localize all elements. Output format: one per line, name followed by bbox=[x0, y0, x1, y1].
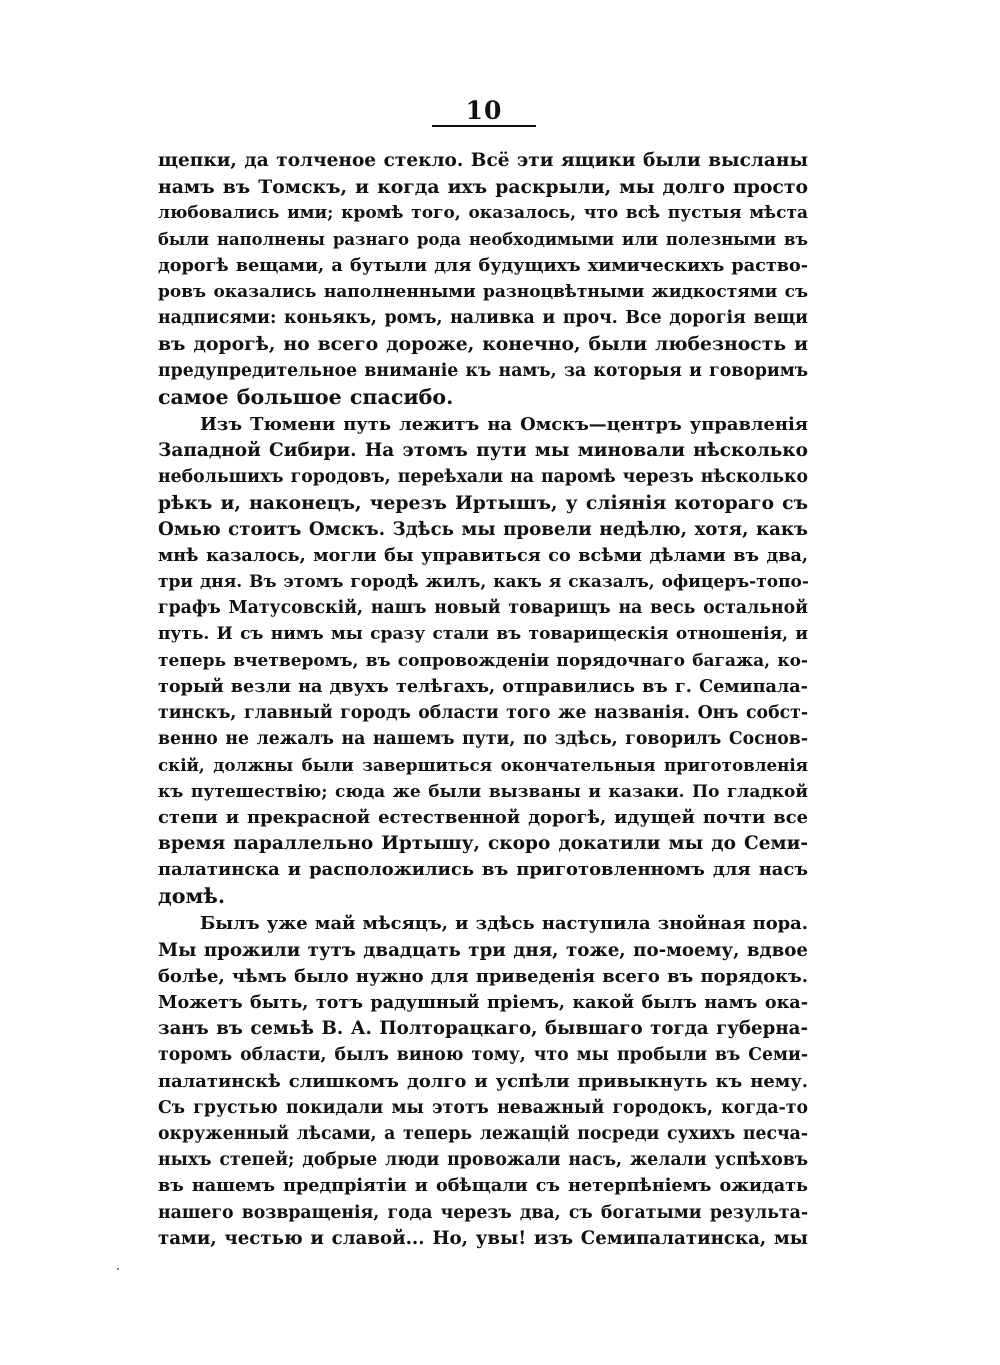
text-line: Былъ уже май мѣсяцъ, и здѣсь наступила знойная пора. bbox=[200, 913, 808, 935]
text-line: въ нашемъ предпріятіи и обѣщали съ нетерпѣніемъ ожидать bbox=[158, 1175, 808, 1197]
text-line: Западной Сибири. На этомъ пути мы миновали нѣсколько bbox=[158, 440, 808, 462]
paragraph-1 bbox=[158, 148, 808, 410]
text-line: надписями: коньякъ, ромъ, наливка и проч. Все дорогія вещи bbox=[158, 308, 808, 329]
text-line: любовались ими; кромѣ того, оказалось, что всѣ пустыя мѣста bbox=[158, 203, 808, 224]
text-line: болѣе, чѣмъ было нужно для приведенія всего въ порядокъ. bbox=[158, 965, 808, 987]
text-line: степи и прекрасной естественной дорогѣ, идущей почти все bbox=[158, 806, 808, 828]
text-line: рѣкъ и, наконецъ, черезъ Иртышъ, у сліянія котораго съ bbox=[158, 492, 808, 515]
text-line: небольшихъ городовъ, переѣхали на паромѣ черезъ нѣсколько bbox=[158, 467, 808, 488]
text-line: щепки, да толченое стекло. Всё эти ящики были высланы bbox=[158, 150, 808, 171]
text-line: торый везли на двухъ телѣгахъ, отправились въ г. Семипала- bbox=[158, 675, 808, 697]
paragraph-2 bbox=[158, 412, 808, 910]
text-line: палатинска и расположились въ приготовленномъ для насъ bbox=[158, 859, 808, 881]
page-number-rule bbox=[432, 125, 536, 127]
text-line: теперь вчетверомъ, въ сопровожденіи порядочнаго багажа, ко- bbox=[158, 650, 808, 671]
text-line: тами, честью и славой... Но, увы! изъ Семипалатинска, мы bbox=[158, 1227, 808, 1249]
text-line: Омью стоитъ Омскъ. Здѣсь мы провели недѣлю, хотя, какъ bbox=[158, 518, 808, 540]
text-line: къ путешествію; сюда же были вызваны и казаки. По гладкой bbox=[158, 781, 808, 802]
body-text bbox=[158, 148, 808, 1252]
text-line: самое большое спасибо. bbox=[158, 384, 454, 409]
text-line: намъ въ Томскъ, и когда ихъ раскрыли, мы долго просто bbox=[158, 176, 808, 199]
text-line: венно не лежалъ на нашемъ пути, по здѣсь, говорилъ Соснов- bbox=[158, 729, 808, 750]
text-line: въ дорогѣ, но всего дороже, конечно, были любезность и bbox=[158, 333, 808, 356]
text-line: ровъ оказались наполненными разноцвѣтными жидкостями съ bbox=[158, 281, 808, 302]
text-line: окруженный лѣсами, а теперь лежащій посреди сухихъ песча- bbox=[158, 1123, 808, 1144]
page-number: 10 bbox=[465, 96, 503, 125]
text-line: мнѣ казалось, могли бы управиться со всѣми дѣлами въ два, bbox=[158, 544, 808, 566]
text-line: Съ грустью покидали мы этотъ неважный городокъ, когда-то bbox=[158, 1097, 808, 1118]
text-line: торомъ области, былъ виною тому, что мы пробыли въ Семи- bbox=[158, 1045, 808, 1066]
text-line: Изъ Тюмени путь лежитъ на Омскъ—центръ управленія bbox=[200, 413, 808, 435]
text-line: были наполнены разнаго рода необходимыми или полезными въ bbox=[158, 229, 808, 249]
text-line: время параллельно Иртышу, скоро докатили мы до Семи- bbox=[158, 832, 808, 854]
text-line: скій, должны были завершиться окончательныя приготовленія bbox=[158, 755, 808, 776]
text-line: графъ Матусовскій, нашъ новый товарищъ на весь остальной bbox=[158, 598, 808, 619]
text-line: ныхъ степей; добрые люди провожали насъ, желали успѣховъ bbox=[158, 1150, 808, 1171]
text-line: тинскъ, главный городъ области того же названія. Онъ собст- bbox=[158, 702, 808, 723]
paragraph-3 bbox=[158, 911, 808, 1251]
text-line: путь. И съ нимъ мы сразу стали въ товарищескія отношенія, и bbox=[158, 624, 808, 645]
text-line: Можетъ быть, тотъ радушный пріемъ, какой былъ намъ ока- bbox=[158, 992, 808, 1013]
text-line: три дня. Въ этомъ городѣ жилъ, какъ я сказалъ, офицеръ-топо- bbox=[158, 572, 809, 592]
text-line: дорогѣ вещами, а бутыли для будущихъ химическихъ раство- bbox=[158, 254, 808, 276]
text-line: Мы прожили тутъ двадцать три дня, тоже, по-моему, вдвое bbox=[158, 939, 808, 961]
text-line: нашего возвращенія, года черезъ два, съ богатыми результа- bbox=[158, 1202, 808, 1223]
text-line: предупредительное вниманіе къ намъ, за которыя и говоримъ bbox=[158, 360, 808, 381]
text-line: занъ въ семьѣ В. А. Полторацкаго, бывшаго тогда губерна- bbox=[158, 1018, 808, 1040]
text-line: палатинскѣ слишкомъ долго и успѣли привыкнуть къ нему. bbox=[158, 1070, 808, 1092]
print-speck bbox=[117, 1268, 119, 1270]
text-line: домѣ. bbox=[158, 884, 226, 909]
